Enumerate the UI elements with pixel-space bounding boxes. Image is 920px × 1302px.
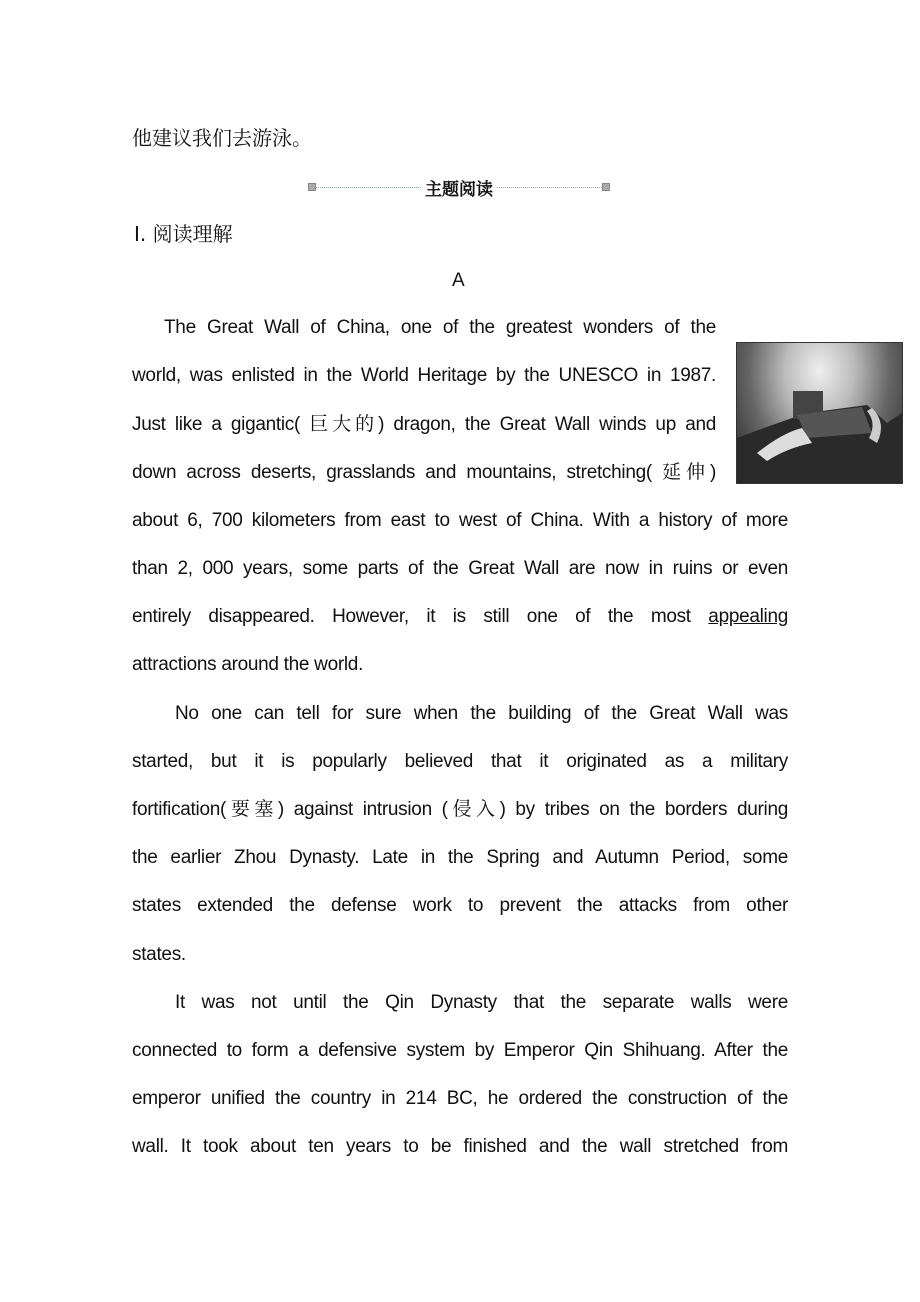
text-line: states extended the defense work to prevent the attacks from other — [132, 895, 788, 916]
great-wall-photo — [736, 342, 903, 484]
section-header-title: 主题阅读 — [425, 179, 493, 200]
text-line: No one can tell for sure when the building of the Great Wall was — [175, 703, 788, 724]
divider-right — [497, 187, 602, 188]
text-line: down across deserts, grasslands and mountains, stretching( 延伸) — [132, 462, 716, 483]
text-line: the earlier Zhou Dynasty. Late in the Spring and Autumn Period, some — [132, 847, 788, 868]
text-line: It was not until the Qin Dynasty that the separate walls were — [175, 992, 788, 1013]
text-line — [132, 605, 788, 629]
text-line: about 6, 700 kilometers from east to west of China. With a history of more — [132, 510, 788, 531]
text-line: wall. It took about ten years to be finished and the wall stretched from — [132, 1136, 788, 1157]
text-segment: entirely disappeared. However, it is still one of the most — [132, 606, 691, 627]
ornament-right — [602, 183, 610, 191]
text-line: world, was enlisted in the World Heritage by the UNESCO in 1987. — [132, 365, 716, 386]
section-header — [308, 176, 610, 198]
text-line: Just like a gigantic( 巨大的) dragon, the Great Wall winds up and — [132, 414, 716, 435]
passage-label: A — [452, 270, 465, 291]
text-line: emperor unified the country in 214 BC, he ordered the construction of the — [132, 1088, 788, 1109]
text-line: states. — [132, 944, 186, 965]
text-line: fortification(要塞) against intrusion (侵入) by tribes on the borders during — [132, 799, 788, 820]
text-line: connected to form a defensive system by Emperor Qin Shihuang. After the — [132, 1040, 788, 1061]
text-line: The Great Wall of China, one of the greatest wonders of the — [164, 317, 716, 338]
text-line: attractions around the world. — [132, 654, 364, 675]
text-line: than 2, 000 years, some parts of the Great Wall are now in ruins or even — [132, 558, 788, 579]
underlined-word: appealing — [708, 606, 788, 627]
text-line: started, but it is popularly believed that it originated as a military — [132, 751, 788, 772]
ornament-left — [308, 183, 316, 191]
divider-left — [316, 187, 421, 188]
part-heading: Ⅰ. 阅读理解 — [134, 222, 233, 246]
top-sentence: 他建议我们去游泳。 — [132, 126, 312, 150]
